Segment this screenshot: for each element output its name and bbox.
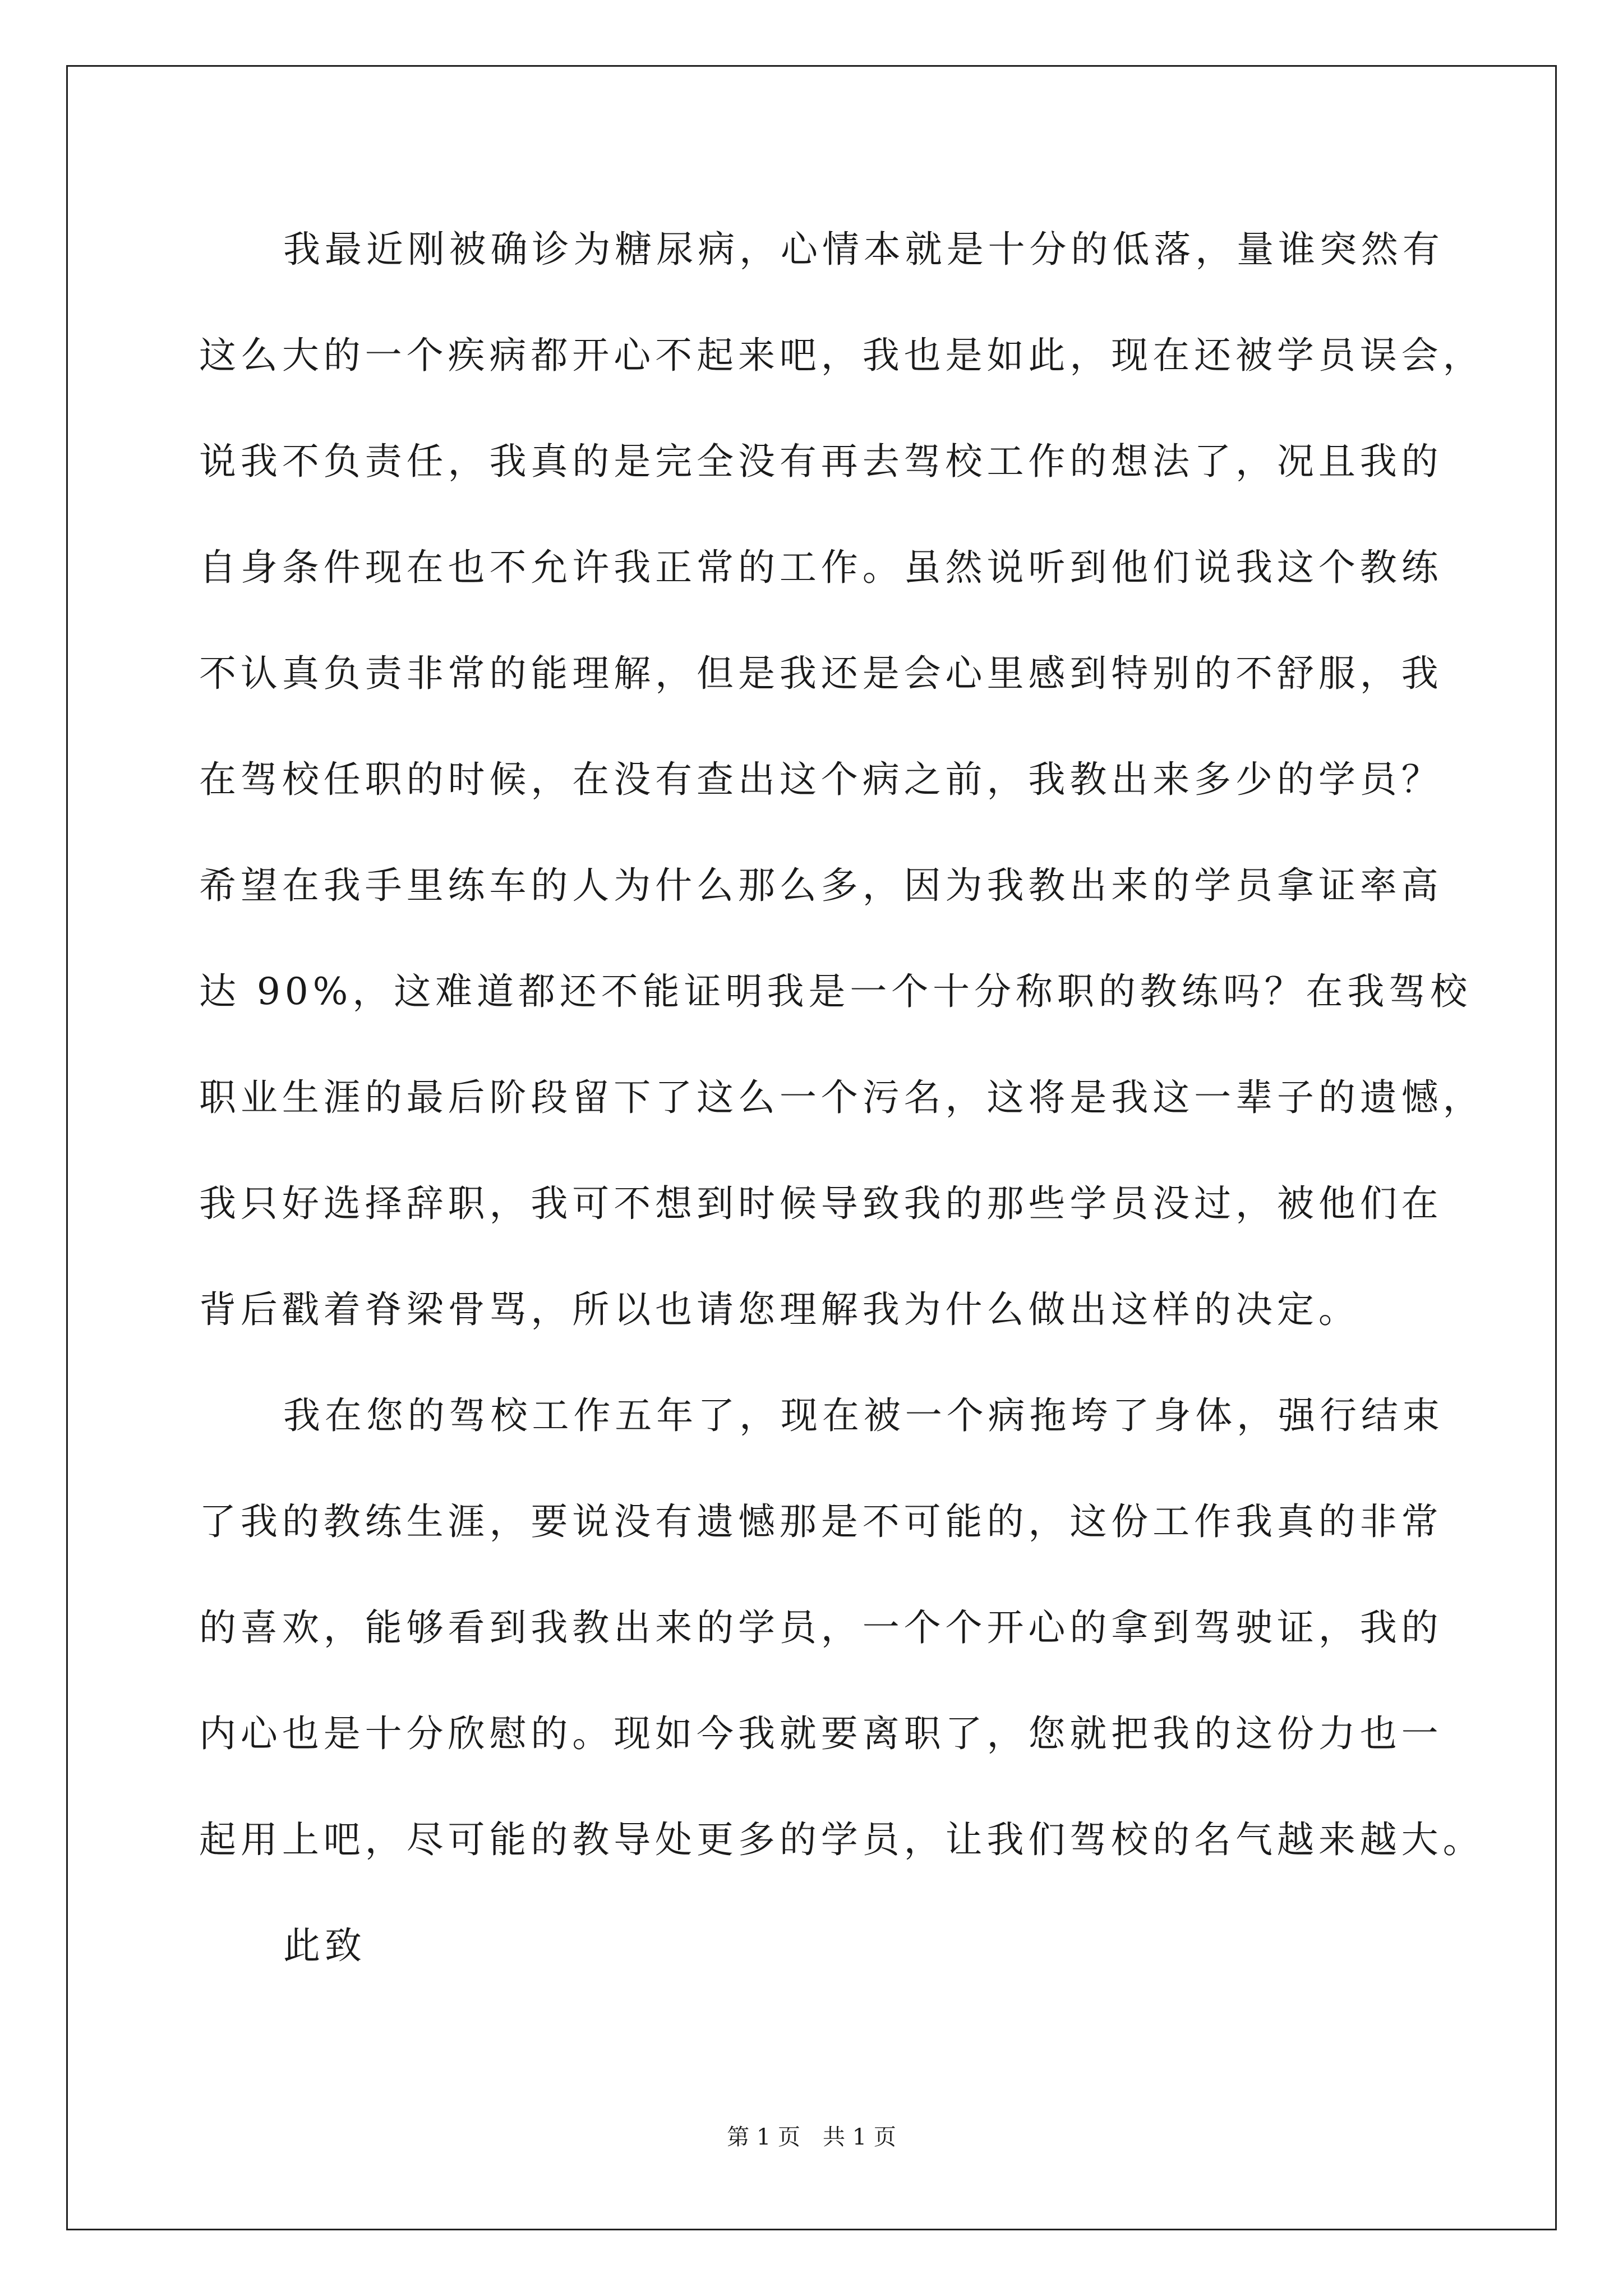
text-line: 我最近刚被确诊为糖尿病，心情本就是十分的低落，量谁突然有 [283,228,1444,271]
text-line: 我只好选择辞职，我可不想到时候导致我的那些学员没过，被他们在 [199,1182,1443,1225]
text-line: 自身条件现在也不允许我正常的工作。虽然说听到他们说我这个教练 [199,546,1443,589]
text-line: 说我不负责任，我真的是完全没有再去驾校工作的想法了，况且我的 [199,440,1443,483]
document-body [199,222,1484,2024]
text-line: 希望在我手里练车的人为什么那么多，因为我教出来的学员拿证率高 [199,864,1443,907]
text-line: 起用上吧，尽可能的教导处更多的学员，让我们驾校的名气越来越大。 [199,1818,1484,1861]
text-line: 的喜欢，能够看到我教出来的学员，一个个开心的拿到驾驶证，我的 [199,1606,1443,1649]
text-line: 达 90%，这难道都还不能证明我是一个十分称职的教练吗？在我驾校 [199,970,1472,1013]
paragraph-2 [199,1388,1484,1918]
text-line: 了我的教练生涯，要说没有遗憾那是不可能的，这份工作我真的非常 [199,1500,1443,1543]
text-line: 内心也是十分欣慰的。现如今我就要离职了，您就把我的这份力也一 [199,1712,1443,1755]
text-line: 我在您的驾校工作五年了，现在被一个病拖垮了身体，强行结束 [283,1394,1444,1437]
closing [199,1918,1427,2024]
text-line: 这么大的一个疾病都开心不起来吧，我也是如此，现在还被学员误会， [199,334,1484,377]
page-number: 第 1 页 共 1 页 [727,2124,896,2150]
text-line: 在驾校任职的时候，在没有查出这个病之前，我教出来多少的学员？ [199,758,1443,801]
text-line: 职业生涯的最后阶段留下了这么一个污名，这将是我这一辈子的遗憾， [199,1076,1484,1119]
closing-line: 此致 [283,1924,366,1967]
text-line: 背后戳着脊梁骨骂，所以也请您理解我为什么做出这样的决定。 [199,1288,1360,1331]
paragraph-1 [199,222,1484,1388]
text-line: 不认真负责非常的能理解，但是我还是会心里感到特别的不舒服，我 [199,652,1443,695]
